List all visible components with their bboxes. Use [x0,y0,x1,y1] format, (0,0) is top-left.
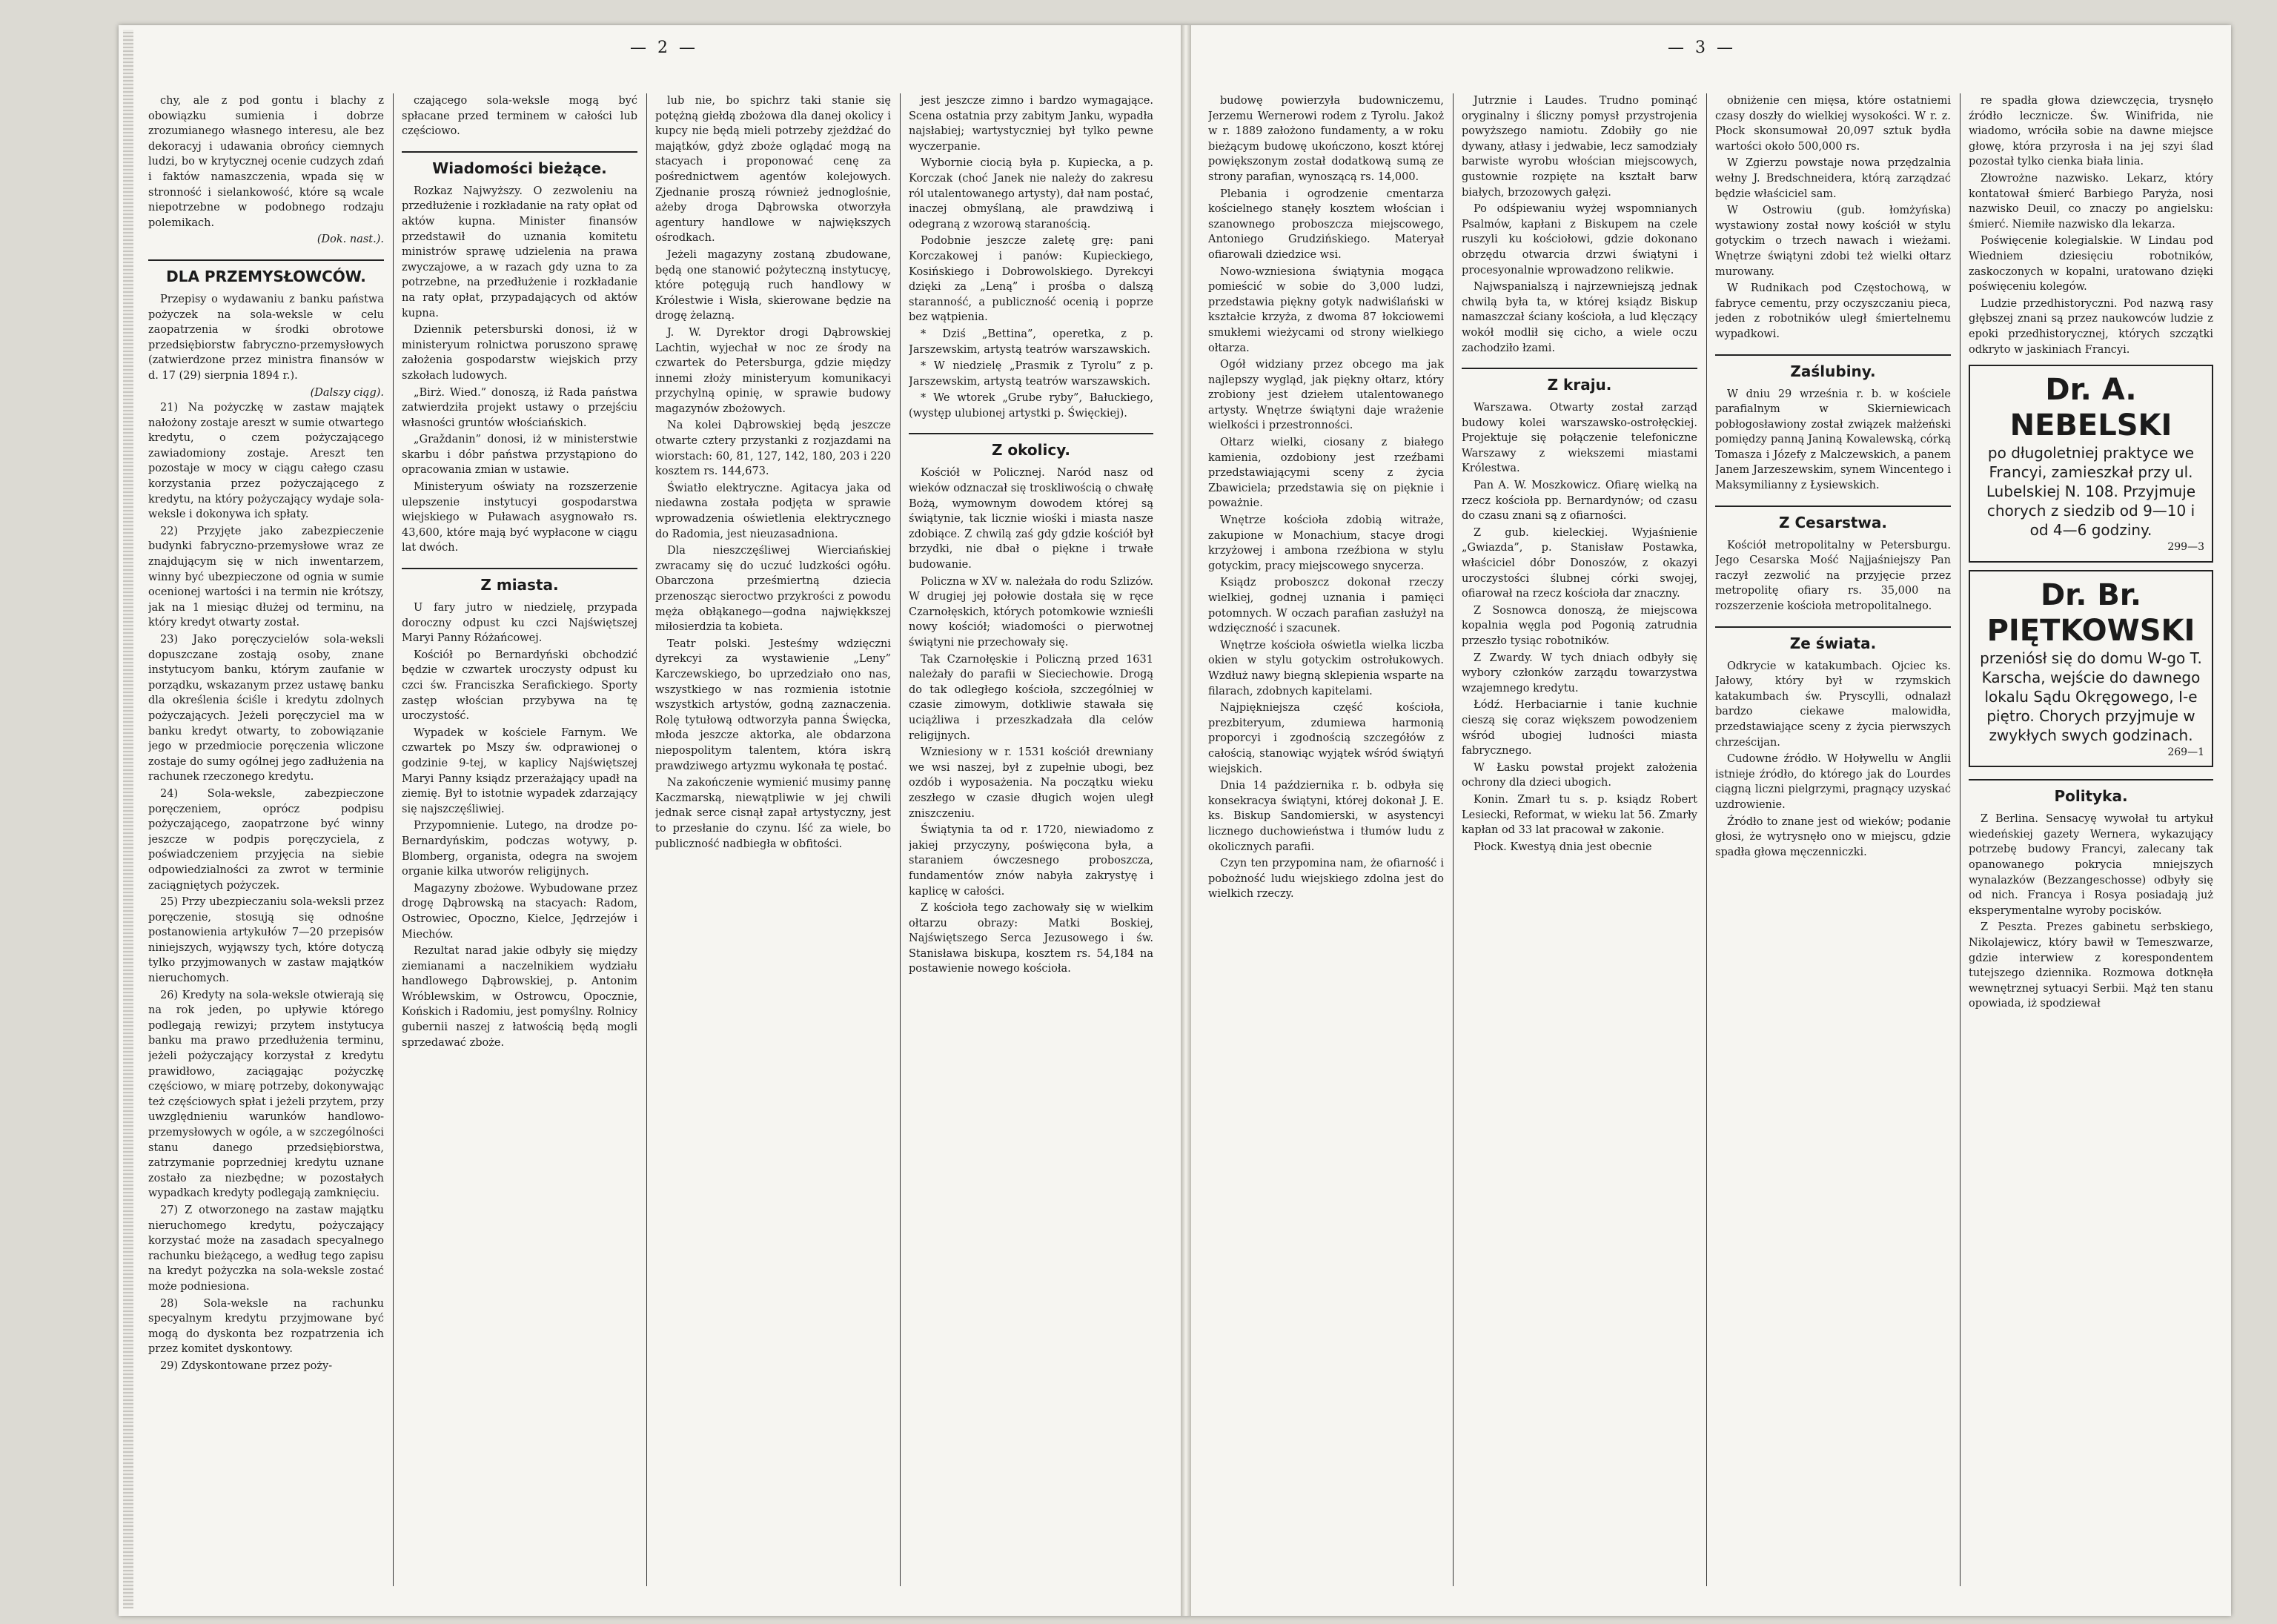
article-paragraph: Plebania i ogrodzenie cmentarza kościelnego stanęły kosztem włościan i szanownego proboszcza miejscowego, Antoniego Grudzińskiego. Materyał ofiarowali dziedzice wsi. [1208,188,1444,261]
article-paragraph: * Dziś „Bettina”, operetka, z p. Jarszewskim, artystą teatrów warszawskich. [909,328,1153,356]
article-paragraph: 29) Zdyskontowane przez poży- [160,1359,333,1372]
right-page [1186,25,2231,1616]
article-paragraph: W dniu 29 września r. b. w kościele parafialnym w Skierniewicach pobłogosławiony został związek małżeński pomiędzy panną Janiną Kowalewską, córką Tomasza i Józefy z Malczewskich, a panem Janem Jarzeszewskim, synem Wincentego i Maksymilianny z Łysiewskich. [1715,388,1951,492]
article-paragraph: U fary jutro w niedzielę, przypada doroczny odpust ku czci Najświętszej Maryi Panny Różańcowej. [402,602,637,645]
article-paragraph: Kościół w Policznej. Naród nasz od wieków odznaczał się troskliwością o chwałę Bożą, wymownym dowodem której są świątynie, tak licznie wiośki i miasta nasze zdobiące. Z chwilą zaś gdy gdzie kościół był brzydki, nie dbał o piękne i trwałe budowanie. [909,467,1153,571]
column-rule [1960,93,1961,1586]
article-paragraph: * W niedzielę „Prasmik z Tyrolu” z p. Jarszewskim, artystą teatrów warszawskich. [909,360,1153,388]
page-number: — 2 — [630,39,698,57]
article-paragraph: obniżenie cen mięsa, które ostatniemi czasy doszły do wielkiej wysokości. W r. z. Płock skonsumował 20,097 sztuk bydła wartości około 500,000 rs. [1715,95,1951,153]
column-rule [646,93,647,1586]
article-paragraph: 24) Sola-weksle, zabezpieczone poręczeniem, oprócz podpisu pożyczającego, zaopatrzone być winny jeszcze w podpis poręczyciela, z poświadczeniem przyjęcia na siebie odpowiedzialności za zwrot w terminie zaciągniętych pożyczek. [148,787,384,892]
section-heading: Wiadomości bieżące. [402,151,637,178]
article-paragraph: Z Sosnowca donoszą, że miejscowa kopalnia węgla pod Pogonią zatrudnia przeszło tysiąc robotników. [1462,604,1697,647]
advertisement-code: 269—1 [2167,746,2204,758]
article-paragraph: Jutrznie i Laudes. Trudno pominąć oryginalny i śliczny pomysł przystrojenia powyższego namiotu. Zdobiły go nie dywany, atłasy i jedwabie, lecz samodziały barwiste wyrobu włościan miejscowych, gustownie rozpięte na kształt barw białych, brzozowych gałęzi. [1462,95,1697,199]
article-paragraph: Podobnie jeszcze zaletę grę: pani Korczakowej i panów: Kupieckiego, Kosińskiego i Dobrowolskiego. Dyrekcyi dzięki za „Leną” i prośba o dalszą staranność, a publiczność ocenią i poprze bez wątpienia. [909,235,1153,324]
section-heading: Ze świata. [1715,626,1951,653]
article-paragraph: Tak Czarnołęskie i Policzną przed 1631 należały do parafii w Sieciechowie. Drogą do tak odległego kościoła, szczególniej w czasie zimowym, dotkliwie stawała się uciążliwa i przeszkadzała dla celów religijnych. [909,653,1153,742]
article-paragraph: W Łasku powstał projekt założenia ochrony dla dzieci ubogich. [1462,761,1697,789]
article-paragraph: Z Berlina. Sensacyę wywołał tu artykuł wiedeńskiej gazety Wernera, wykazujący potrzebę budowy Francyi, zalecany tak opanowanego pokrycia mniejszych wynalazków (Bezzangeschosse) odbyły się od nich. Francya i Rosya posiadają już eksperymentalne wyroby pocisków. [1969,813,2213,917]
article-paragraph: Rezultat narad jakie odbyły się między ziemianami a naczelnikiem wydziału handlowego Dąbrowskiej, p. Antonim Wróblewskim, w Ostrowcu, Opocznie, Końskich i Radomiu, jest pomyślny. Rolnicy gubernii naszej z łatwością będą mogli sprzedawać zboże. [402,945,637,1049]
article-paragraph: Konin. Zmarł tu s. p. ksiądz Robert Lesiecki, Reformat, w wieku lat 56. Zmarły kapłan od 33 lat pracował w zakonie. [1462,793,1697,837]
article-paragraph: Po odśpiewaniu wyżej wspomnianych Psalmów, kapłani z Biskupem na czele ruszyli ku kościołowi, gdzie dokonano obrzędu otwarcia drzwi świątyni i procesyonalnie wprowadzono relikwie. [1462,203,1697,276]
article-paragraph: Z Peszta. Prezes gabinetu serbskiego, Nikolajewicz, który bawił w Temeszwarze, gdzie interwiew z korespondentem tutejszego dziennika. Rozmowa dotknęła wewnętrznej sytuacyi Serbii. Mąż ten stanu opowiada, iż spodziewał [1969,921,2213,1010]
advertisement-name: Dr. A. NEBELSKI [2009,373,2172,443]
article-paragraph: re spadła głowa dziewczęcia, trysnęło źródło lecznicze. Św. Winifrida, nie wiadomo, wróciła sobie na dawne miejsce głowę, która przyrosła i na jej szyi ślad pozostał tylko cienka biała linia. [1969,95,2213,168]
section-heading: Polityka. [1969,779,2213,806]
article-paragraph: Wzniesiony w r. 1531 kościół drewniany we wsi naszej, był z zupełnie ubogi, bez ozdób i wyposażenia. Na początku wieku zeszłego w czasie długich wojen uległ zniszczeniu. [909,746,1153,820]
left-column-3 [655,93,891,1586]
article-paragraph: Wnętrze kościoła oświetla wielka liczba okien w stylu gotyckim ostrołukowych. Wzdłuż nawy biegną sklepienia wsparte na filarach, zdobnych kapitelami. [1208,639,1444,697]
article-paragraph: Najpiękniejsza część kościoła, prezbiteryum, zdumiewa harmonią proporcyi i zgodnością szczegółów z całością, stanowiąc wyjątek wśród świątyń wiejskich. [1208,702,1444,775]
article-paragraph: Z Zwardy. W tych dniach odbyły się wybory członków zarządu towarzystwa wzajemnego kredytu. [1462,652,1697,695]
article-paragraph: W Rudnikach pod Częstochową, w fabryce cementu, przy oczyszczaniu pieca, jeden z robotników uległ śmiertelnemu wypadkowi. [1715,282,1951,340]
left-column-4 [909,93,1153,1586]
right-column-3 [1715,93,1951,1586]
left-column-2 [402,93,637,1586]
article-paragraph: Ministeryum oświaty na rozszerzenie ulepszenie instytucyi gospodarstwa wiejskiego w Puławach asygnowało rs. 43,600, które mają być wypłacone w ciągu lat dwóch. [402,481,637,554]
section-heading: Zaślubiny. [1715,354,1951,381]
article-paragraph: Przypomnienie. Lutego, na drodze po-Bernardyńskim, podczas wotywy, p. Blomberg, organista, odegra na swojem organie kilka utworów religijnych. [402,820,637,878]
article-paragraph: jest jeszcze zimno i bardzo wymagające. Scena ostatnia przy zabitym Janku, wypadła najsłabiej; wartystyczniej był tylko pewne wyczerpanie. [909,95,1153,153]
page-edge [123,30,133,1608]
article-paragraph: czającego sola-weksle mogą być spłacane przed terminem w całości lub częściowo. [402,95,637,138]
article-paragraph: „Graždanin” donosi, iż w ministerstwie skarbu i dóbr państwa przystąpiono do opracowania zmian w ustawie. [402,434,637,477]
article-paragraph: Czyn ten przypomina nam, że ofiarność i pobożność ludu wiejskiego zdolna jest do wielkich rzeczy. [1208,858,1444,901]
article-paragraph: Z gub. kieleckiej. Wyjaśnienie „Gwiazda”, p. Stanisław Postawka, właściciel dóbr Donoszów, z okazyi uroczystości ślubnej córki swojej, ofiarował na rzecz kościoła dar znaczny. [1462,526,1697,600]
page-gutter [1181,25,1191,1616]
article-paragraph: Magazyny zbożowe. Wybudowane przez drogę Dąbrowską na stacyach: Radom, Ostrowiec, Opoczno, Kielce, Jędrzejów i Miechów. [402,882,637,941]
column-rule [900,93,901,1586]
section-heading: Z okolicy. [909,433,1153,460]
article-paragraph: Poświęcenie kolegialskie. W Lindau pod Wiedniem dziesięciu robotników, zaskoczonych w kopalni, uratowano dzięki poświęceniu kolegów. [1969,235,2213,294]
article-paragraph: Płock. Kwestyą dnia jest obecnie [1474,841,1652,853]
continuation-note: (Dok. nast.). [316,233,384,246]
continuation-note: (Dalszy ciąg). [310,386,384,399]
article-paragraph: Z kościoła tego zachowały się w wielkim ołtarzu obrazy: Matki Boskiej, Najświętszego Serca Jezusowego i św. Stanisława biskupa, kosztem rs. 54,184 na postawienie nowego kościoła. [909,902,1153,975]
article-paragraph: Wypadek w kościele Farnym. We czwartek po Mszy św. odprawionej o godzinie 9-tej, w kaplicy Najświętszej Maryi Panny ksiądz przerażający upadł na ziemię. Był to istotnie wypadek zdarzający się najszczęśliwiej. [402,726,637,815]
article-paragraph: chy, ale z pod gontu i blachy z obowiązku sumienia i dobrze zrozumianego własnego interesu, ale bez dekoracyj i udawania obrońcy ciemnych ludzi, bo w krytycznej ocenie cudzych zdań i faktów namaszczenia, wpada się w stronność i sielankowość, które są wcale niepotrzebne w podobnego rodzaju polemikach. [148,95,384,229]
article-paragraph: 21) Na pożyczkę w zastaw majątek nałożony zostaje areszt w sumie otwartego kredytu, o czem pożyczającego zawiadomiony zostaje. Areszt ten pozostaje w mocy w ciągu całego czasu korzystania przez pożyczającego z kredytu, na który pożyczający wydaje sola-weksle i dokonywa ich spłaty. [148,402,384,521]
article-paragraph: Na kolei Dąbrowskiej będą jeszcze otwarte cztery przystanki z rozjazdami na wiorstach: 60, 81, 127, 142, 180, 203 i 220 kosztem rs. 144,673. [655,420,891,478]
article-paragraph: 23) Jako poręczycielów sola-weksli dopuszczane zostają osoby, znane instytucyom banku, którym zaufanie w porządku, wskazanym przez ustawę banku dla określenia ściśle i kredytu zdolnych pożyczających. Jeżeli poręczyciel ma w banku kredyt otwarty, to zobowiązanie jego w przedmiocie poręczenia wliczone zostaje do sumy ogólnej jego zadłużenia na rachunek rzeczonego kredytu. [148,634,384,783]
article-paragraph: Źródło to znane jest od wieków; podanie głosi, że wytrysnęło ono w miejscu, gdzie spadła głowa męczenniczki. [1715,815,1951,858]
article-paragraph: Warszawa. Otwarty został zarząd budowy kolei warszawsko-ostrołęckiej. Projektuje się połączenie telefoniczne Warszawy z wiekszemi miastami Królestwa. [1462,402,1697,475]
article-paragraph: Teatr polski. Jesteśmy wdzięczni dyrekcyi za wystawienie „Leny” Karczewskiego, bo uprzedziało ono nas, wszystkiego w nas rozmienia istotnie wszystkich artystów, godną zaznaczenia. Rolę tytułową odtworzyła panna Święcka, młoda jeszcze aktorka, ale obdarzona niepospolitym talentem, która iskrą prawdziwego artyzmu wykonała tę postać. [655,637,891,772]
article-paragraph: Kościół metropolitalny w Petersburgu. Jego Cesarska Mość Najjaśniejszy Pan raczył zezwolić na przyjęcie przez metropolitę ofiary rs. 35,000 na rozszerzenie kościoła metropolitalnego. [1715,539,1951,613]
article-paragraph: Dziennik petersburski donosi, iż w ministeryum rolnictwa poruszono sprawę założenia gospodarstw wiejskich przy szkołach ludowych. [402,324,637,382]
article-paragraph: budowę powierzyła budowniczemu, Jerzemu Wernerowi rodem z Tyrolu. Jakoż w r. 1889 założono fundamenty, a w roku bieżącym budowę ukończono, koszt której powiększonym został dodatkową sumą ze strony parafian, wynoszącą rs. 14,000. [1208,95,1444,183]
article-paragraph: Wybornie ciocią była p. Kupiecka, a p. Korczak (choć Janek nie należy do zakresu ról utalentowanego artysty), dał nam postać, inaczej obmyślaną, ale prawdziwą i odegraną z wzorową staranością. [909,157,1153,231]
article-paragraph: Rozkaz Najwyższy. O zezwoleniu na przedłużenie i rozkładanie na raty opłat od aktów kupna. Minister finansów przedstawił do uznania komitetu ministrów sprawę udzielenia na prawa zwyczajowe, a w razach gdy uzna to za potrzebne, na przedłużenie i rozkładanie na raty opłat, przypadających od aktów kupna. [402,185,637,319]
column-rule [1453,93,1454,1586]
article-paragraph: Cudowne źródło. W Hoływellu w Anglii istnieje źródło, do którego jak do Lourdes ciągną liczni pielgrzymi, pragnący uzyskać uzdrowienie. [1715,753,1951,811]
advertisement-text: przeniósł się do domu W-go T. Karscha, wejście do dawnego lokalu Sądu Okręgowego, I-e piętro. Chorych przyjmuje w zwykłych swych godzinach. [1980,649,2202,744]
article-paragraph: Policzna w XV w. należała do rodu Szlizów. W drugiej jej połowie dostała się w ręce Czarnołęskich, których potomkowie wznieśli nowy kościół; wiadomości o pierwotnej świątyni nie przechowały się. [909,575,1153,649]
article-paragraph: lub nie, bo spichrz taki stanie się potężną giełdą zbożowa dla danej okolicy i kupcy nie będą mieli potrzeby zjeżdżać do majątków, gdyż zboże oglądać mogą na stacyach i proponować cenę za pośrednictwem agentów kolejowych. Zjednanie proszą również jednoglośnie, ażeby droga Dąbrowska otworzyła agentury handlowe w największych ośrodkach. [655,95,891,245]
section-heading: Z kraju. [1462,368,1697,394]
article-paragraph: J. W. Dyrektor drogi Dąbrowskiej Lachtin, wyjechał w noc ze środy na czwartek do Petersburga, gdzie między innemi złoży ministeryum komunikacyi przychylną opinię, w sprawie budowy magazynów zbożowych. [655,326,891,415]
article-paragraph: Łódź. Herbaciarnie i tanie kuchnie cieszą się coraz większem powodzeniem wśród ubogiej ludności miasta fabrycznego. [1462,699,1697,758]
article-paragraph: Najwspanialszą i najrzewniejszą jednak chwilą była ta, w której ksiądz Biskup namaszczał ściany kościoła, a lud klęczący wokół modlił się cicho, a wiele oczu zachodziło łzami. [1462,281,1697,354]
left-column-1 [148,93,384,1586]
article-paragraph: Nowo-wzniesiona świątynia mogąca pomieścić w sobie do 3,000 ludzi, przedstawia piękny gotyk nadwiślański w kształcie krzyża, z dwoma 87 łokciowemi smukłemi wieżycami od strony wielkiego ołtarza. [1208,265,1444,354]
article-paragraph: 26) Kredyty na sola-weksle otwierają się na rok jeden, po upływie którego podlegają rewizyi; przytem instytucya banku ma prawo przedłużenia terminu, jeżeli pożyczający korzystał z kredytu prawidłowo, zaciągając pożyczkę częściowo, w miarę potrzeby, dokonywając też częściowych spłat i jeżeli przytem, przy uwzględnieniu warunków handlowo-przemysłowych w ogóle, a w szczególności stanu danego przedsiębiorstwa, zatrzymanie poprzedniej kredytu uznane zostało za niezbędne; w pozostałych wypadkach kredyty podlegają zamknięciu. [148,989,384,1200]
article-paragraph: Złowrożne nazwisko. Lekarz, który kontatował śmierć Barbiego Paryża, nosi nazwisko Deuil, co znaczy po angielsku: śmierć. Niemiłe nazwisko dla lekarza. [1969,172,2213,231]
article-paragraph: Ołtarz wielki, ciosany z białego kamienia, ozdobiony jest rzeźbami przedstawiającymi sceny z życia Zbawiciela; przedstawia się on pięknie i poważnie. [1208,437,1444,510]
article-paragraph: Na zakończenie wymienić musimy pannę Kaczmarską, niewątpliwie w jej chwili jednak serce cisnął zapał artystyczny, jest to przesłanie do czynu. Iść za wiele, bo publiczność nadbiegła w obfitości. [655,777,891,850]
advertisement-text: po długoletniej praktyce we Francyi, zamieszkał przy ul. Lubelskiej N. 108. Przyjmuje chorych z siedzib od 9—10 i od 4—6 godziny. [1986,444,2196,540]
column-rule [393,93,394,1586]
article-paragraph: 28) Sola-weksle na rachunku specyalnym kredytu przyjmowane być mogą do dyskonta bez rozpatrzenia ich przez komitet dyskontowy. [148,1297,384,1356]
article-paragraph: Dla nieszczęśliwej Wierciańskiej zwracamy się do uczuć ludzkości ogółu. Obarczona prześmiertną dziecia przenosząc sieroctwo przykrości z powodu męża obłąkanego—godna najwiękkszej miłosierdzia ta kobieta. [655,545,891,634]
advertisement-name: Dr. Br. PIĘTKOWSKI [1986,577,2195,648]
column-rule [1706,93,1707,1586]
article-paragraph: Odkrycie w katakumbach. Ojciec ks. Jałowy, który był w rzymskich katakumbach św. Pryscylli, odnalazł bardzo ciekawe malowidła, przedstawiające sceny z życia pierwszych chrześcijan. [1715,660,1951,749]
article-paragraph: W Ostrowiu (gub. łomżyńska) wystawiony został nowy kościół w stylu gotyckim o trzech nawach i wieżami. Wnętrze świątyni zdobi też wielki ołtarz murowany. [1715,205,1951,278]
article-paragraph: Ludzie przedhistoryczni. Pod nazwą rasy głębszej znani są przez naukowców ludzie z epoki przedhistorycznej, których szczątki odkryto w jaskiniach Francyi. [1969,297,2213,356]
advertisement [1969,570,2213,768]
article-paragraph: Pan A. W. Moszkowicz. Ofiarę wielką na rzecz kościoła pp. Bernardynów; od czasu do czasu znani są z ofiarności. [1462,480,1697,523]
right-column-1 [1208,93,1444,1586]
article-paragraph: Ksiądz proboszcz dokonał rzeczy wielkiej, godnej uznania i pamięci potomnych. W oczach parafian zasłużył na wdzięczność i szacunek. [1208,577,1444,635]
article-paragraph: Świątynia ta od r. 1720, niewiadomo z jakiej przyczyny, poświęcona była, a staraniem ówczesnego proboszcza, fundamentów znów nabyła zakrystyę i kaplicę w całości. [909,824,1153,898]
article-paragraph: W Zgierzu powstaje nowa przędzalnia wełny J. Bredschneidera, którą zarządzać będzie właściciel sam. [1715,157,1951,200]
advertisement [1969,365,2213,563]
right-column-4 [1969,93,2213,1586]
article-paragraph: Dnia 14 października r. b. odbyła się konsekracya świątyni, której dokonał J. E. ks. Biskup Sandomierski, w asystencyi licznego duchowieństwa i tłumów ludu z okolicznych parafii. [1208,780,1444,853]
article-paragraph: Kościół po Bernardyński obchodzić będzie w czwartek uroczysty odpust ku czci św. Franciszka Serafickiego. Sporty zastęp włościan przybywa na tę uroczystość. [402,649,637,723]
article-paragraph: 22) Przyjęte jako zabezpieczenie budynki fabryczno-przemysłowe wraz ze znajdującym się w nich inwentarzem, winny być ubezpieczone od ognia w sumie ocenionej wartości i na termin nie krótszy, jak na 1 miesiąc dłużej od terminu, na który kredyt otwarty został. [148,525,384,629]
article-paragraph: Przepisy o wydawaniu z banku państwa pożyczek na sola-weksle w celu zaopatrzenia w środki obrotowe przedsiębiorstw fabryczno-przemysłowych (zatwierdzone przez ministra finansów w d. 17 (29) sierpnia 1894 r.). [148,293,384,382]
page-number: — 3 — [1668,39,1736,57]
article-paragraph: * We wtorek „Grube ryby”, Bałuckiego, (występ ulubionej artystki p. Święckiej). [909,392,1153,420]
section-heading: Z miasta. [402,568,637,594]
article-paragraph: „Birż. Wied.” donoszą, iż Rada państwa zatwierdziła projekt ustawy o przejściu własności gruntów włościańskich. [402,386,637,429]
article-paragraph: 25) Przy ubezpieczaniu sola-weksli przez poręczenie, stosują się odnośne postanowienia artykułów 7—20 przepisów niniejszych, wyjąwszy tych, które dotyczą tylko przyjmowanych w zastaw majątków nieruchomych. [148,896,384,985]
article-paragraph: Światło elektryczne. Agitacya jaka od niedawna została podjęta w sprawie wprowadzenia oświetlenia elektrycznego do Radomia, jest nieuzasadniona. [655,482,891,540]
article-paragraph: Wnętrze kościoła zdobią witraże, zakupione w Monachium, stacye drogi krzyżowej i ambona rzeźbiona w stylu gotyckim, pracy miejscowego snycerza. [1208,514,1444,572]
article-paragraph: Jeżeli magazyny zostaną zbudowane, będą one stanowić pożyteczną instytucyę, które potęgują ruch handlowy w Królestwie i Wisła, skierowane będzie na drogę żelazną. [655,248,891,322]
section-heading: DLA PRZEMYSŁOWCÓW. [148,259,384,286]
right-column-2 [1462,93,1697,1586]
left-page [119,25,1186,1616]
article-paragraph: Ogół widziany przez obcego ma jak najlepszy wygląd, jak piękny ołtarz, który zrobiony jest dziełem utalentowanego artysty. Wnętrze świątyni daje wrażenie wielkości i przestronności. [1208,359,1444,432]
article-paragraph: 27) Z otworzonego na zastaw majątku nieruchomego kredytu, pożyczający korzystać może na zasadach specyalnego rachunku bieżącego, a według tego zapisu na kredyt pożyczka na sola-weksle zostać może podniesiona. [148,1204,384,1293]
section-heading: Z Cesarstwa. [1715,506,1951,532]
advertisement-code: 299—3 [2167,541,2204,554]
